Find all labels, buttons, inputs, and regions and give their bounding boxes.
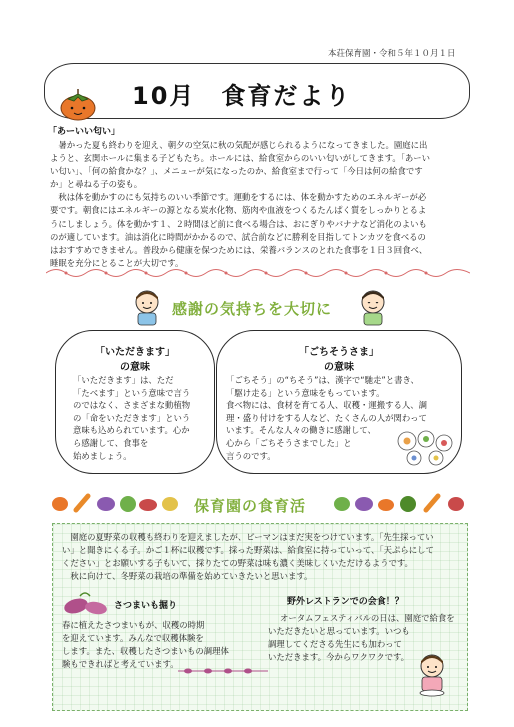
- section3-heading: 保育園の食育活: [194, 497, 307, 515]
- text-line: 食べ物には、食材を育てる人、収穫・運搬する人、調: [226, 400, 427, 411]
- outdoor-restaurant-heading: 野外レストランでの会食！？: [287, 597, 404, 607]
- sweet-potato-body: [62, 619, 262, 671]
- food-people-icon: [396, 430, 454, 466]
- body-line: を迎えています。みんなで収穫体験を: [62, 633, 204, 644]
- persimmon-icon: [58, 88, 98, 122]
- text-line: 意味も込められています。心か: [73, 425, 190, 436]
- vegetable-border: [48, 490, 188, 516]
- body-line: します。また、収穫したさつまいもの調理体: [62, 646, 229, 657]
- gochisousama-title: 「ごちそうさま」: [299, 347, 379, 358]
- body-line: ください」とお願いする子もいて、採りたての野菜は味も濃く美味しくいただけるようです。: [62, 558, 413, 569]
- sweet-potato-heading: さつまいも掘り: [114, 601, 178, 611]
- body-line: いただきます。今からワクワクです。: [268, 652, 410, 663]
- activity-intro: [62, 531, 462, 583]
- body-line: 睡眠を充分にとることが大切です。: [50, 257, 184, 268]
- body-line: い」と聞きにくる子。かご１杯に収穫です。採った野菜は、給食室に持っていって、「天ぷらにして: [62, 545, 434, 556]
- vegetable-border: [330, 490, 470, 516]
- text-line: 「たべます」という意味で言う: [73, 387, 191, 398]
- gochisousama-subtitle: の意味: [324, 362, 354, 373]
- decorative-ribbon: [46, 264, 470, 282]
- body-line: 暑かった夏も終わりを迎え、朝夕の空気に秋の気配が感じられるようになってきました。園庭に出: [50, 140, 428, 150]
- page-title: 10月 食育だより: [132, 82, 352, 110]
- child-illustration: [130, 288, 164, 326]
- body-line: のが適しています。油は消化に時間がかかるので、試合前などに勝利を目指してトンカツを食べるの: [50, 231, 426, 242]
- text-line: 心から「ごちそうさまでした」と: [226, 437, 352, 448]
- section-label-smell: 「あーいい匂い」: [48, 127, 121, 137]
- itadakimasu-title: 「いただきます」: [95, 347, 175, 358]
- text-line: 「いただきます」は、ただ: [73, 375, 174, 385]
- child-illustration: [356, 288, 390, 326]
- text-line: ら感謝して、食事を: [73, 437, 149, 448]
- sweet-potato-icon: [60, 590, 110, 618]
- body-line: か」と尋ねる子の姿も。: [50, 179, 143, 190]
- text-line: の「命をいただきます」という: [73, 412, 191, 423]
- body-line: ようと、玄関ホールに集まる子どもたち。ホールには、給食室からのいい匂いがしてきます。「あーい: [50, 153, 431, 164]
- issue-date: 本荘保育園・令和５年１０月１日: [328, 49, 456, 59]
- body-line: 験もできればと考えています。: [62, 659, 179, 670]
- text-line: います。そんな人々の働きに感謝して、: [226, 425, 376, 436]
- section2-heading: 感謝の気持ちを大切に: [172, 300, 333, 318]
- body-line: 秋は体を動かすのにも気持ちのいい季節です。運動をするには、体を動かすためのエネルギーが必: [50, 192, 427, 203]
- itadakimasu-subtitle: の意味: [120, 362, 150, 373]
- text-line: のではなく、さまざまな動植物: [73, 400, 191, 411]
- text-line: 言うのです。: [226, 450, 276, 461]
- leaf-decoration: [178, 666, 268, 676]
- body-line: 調理してくださる先生にも加わって: [268, 639, 402, 650]
- itadakimasu-body: [73, 374, 211, 462]
- body-line: 秋に向けて、冬野菜の栽培の準備を始めていきたいと思います。: [62, 571, 313, 582]
- body-line: 園庭の夏野菜の収穫も終わりを迎えましたが、ピーマンはまだ実をつけています。「先生採ってい: [62, 532, 434, 542]
- text-line: 始めましょう。: [73, 450, 132, 461]
- body-line: 要です。朝食にはエネルギーの源となる炭水化物、筋肉や血液をつくるたんぱく質をしっかりとるよ: [50, 205, 427, 216]
- section1-body: [50, 139, 470, 270]
- text-line: 「駆け走る」という意味をもっています。: [226, 387, 385, 398]
- body-line: い匂い」、「何の給食かな？」、メニューが気になったのか、給食室まで行って「今日は何の給食です: [50, 166, 423, 177]
- body-line: 春に植えたさつまいもが、収穫の時期: [62, 620, 205, 630]
- child-eating-illustration: [414, 652, 450, 698]
- text-line: 「ごちそう」の“ちそう”は、漢字で“馳走”と書き、: [226, 375, 419, 385]
- body-line: オータムフェスティバルの日は、園庭で給食を: [280, 613, 455, 623]
- body-line: はおすすめできません。普段から健康を保つためには、栄養バランスのとれた食事を１日３回食べ、: [50, 244, 428, 255]
- body-line: いただきたいと思っています。いつも: [268, 626, 410, 637]
- text-line: 理・盛り付けをする人など、たくさんの人が関わって: [226, 412, 427, 423]
- body-line: うにしましょう。体を動かす１、２時間ほど前に食べる場合は、おにぎりやバナナなど消化のよいも: [50, 218, 427, 229]
